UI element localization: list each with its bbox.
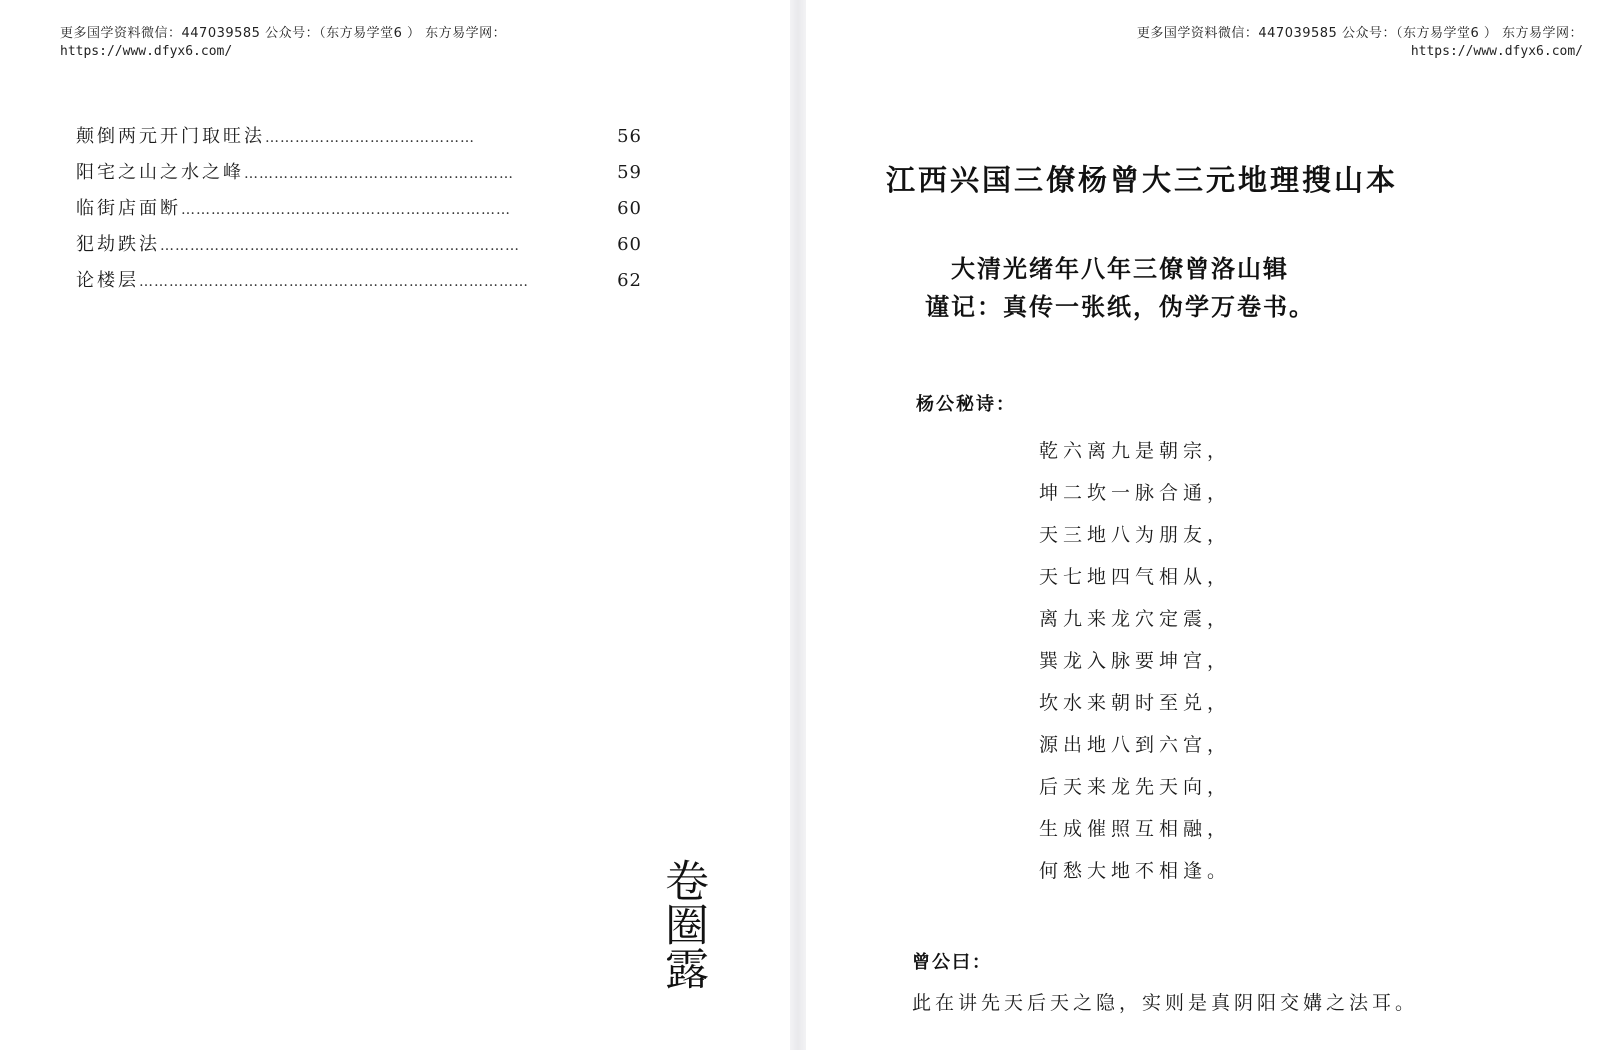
header-url[interactable]: https://www.dfyx6.com/	[60, 44, 233, 59]
table-of-contents	[76, 122, 642, 302]
toc-leader-dots: ………………………………………………………………	[160, 238, 520, 254]
poem-line: 后天来龙先天向，	[1038, 776, 1231, 798]
toc-entry-title: 犯劫跌法	[76, 234, 160, 255]
toc-entry-page: 62	[617, 270, 642, 291]
toc-entry[interactable]	[76, 194, 642, 230]
poem-line: 坤二坎一脉合通，	[1038, 482, 1231, 504]
body-paragraph: 此在讲先天后天之隐，实则是真阴阳交媾之法耳。	[912, 992, 1419, 1014]
header-contact-text: 更多国学资料微信：447039585 公众号：（东方易学堂6 ） 东方易学网：	[1136, 26, 1583, 41]
poem-line: 何愁大地不相逢。	[1038, 860, 1231, 882]
page-header-right	[1137, 25, 1583, 61]
poem-line: 乾六离九是朝宗，	[1038, 440, 1231, 462]
left-page	[0, 0, 790, 1050]
page-gutter	[790, 0, 806, 1050]
toc-leader-dots: …………………………………………………………	[181, 202, 511, 218]
poem-line: 坎水来朝时至兑，	[1038, 692, 1231, 714]
subtitle-line-1: 大清光绪年八年三僚曾洛山辑	[951, 254, 1289, 283]
header-contact-text: 更多国学资料微信：447039585 公众号：（东方易学堂6 ） 东方易学网：	[60, 26, 507, 41]
toc-entry-page: 60	[617, 234, 642, 255]
poem-line: 生成催照互相融，	[1038, 818, 1231, 840]
toc-entry-page: 59	[617, 162, 642, 183]
poem-block	[1030, 430, 1240, 892]
toc-leader-dots: ………………………………………………	[244, 166, 514, 182]
toc-leader-dots: ……………………………………………………………………	[139, 274, 529, 290]
section-label-zeng: 曾公曰：	[912, 952, 992, 973]
toc-entry-title: 颠倒两元开门取旺法	[76, 126, 265, 147]
document-subtitle	[900, 250, 1340, 326]
toc-entry[interactable]	[76, 230, 642, 266]
poem-line: 离九来龙穴定震，	[1038, 608, 1231, 630]
toc-entry[interactable]	[76, 122, 642, 158]
poem-line: 天三地八为朋友，	[1038, 524, 1231, 546]
page-header-left	[60, 25, 506, 61]
toc-entry-title: 论楼层	[76, 270, 139, 291]
toc-entry-title: 临街店面断	[76, 198, 181, 219]
toc-entry-title: 阳宅之山之水之峰	[76, 162, 244, 183]
toc-entry[interactable]	[76, 158, 642, 194]
seal-stamp: 卷圈露	[657, 858, 708, 990]
section-label-yang: 杨公秘诗：	[916, 394, 1016, 415]
header-url[interactable]: https://www.dfyx6.com/	[1410, 44, 1583, 59]
poem-line: 巽龙入脉要坤宫，	[1038, 650, 1231, 672]
poem-line: 源出地八到六宫，	[1038, 734, 1231, 756]
toc-leader-dots: ……………………………………	[265, 130, 475, 146]
toc-entry-page: 56	[617, 126, 642, 147]
subtitle-line-2: 谨记：真传一张纸，伪学万卷书。	[925, 292, 1315, 321]
poem-line: 天七地四气相从，	[1038, 566, 1231, 588]
toc-entry-page: 60	[617, 198, 642, 219]
toc-entry[interactable]	[76, 266, 642, 302]
document-title: 江西兴国三僚杨曾大三元地理搜山本	[886, 163, 1399, 197]
